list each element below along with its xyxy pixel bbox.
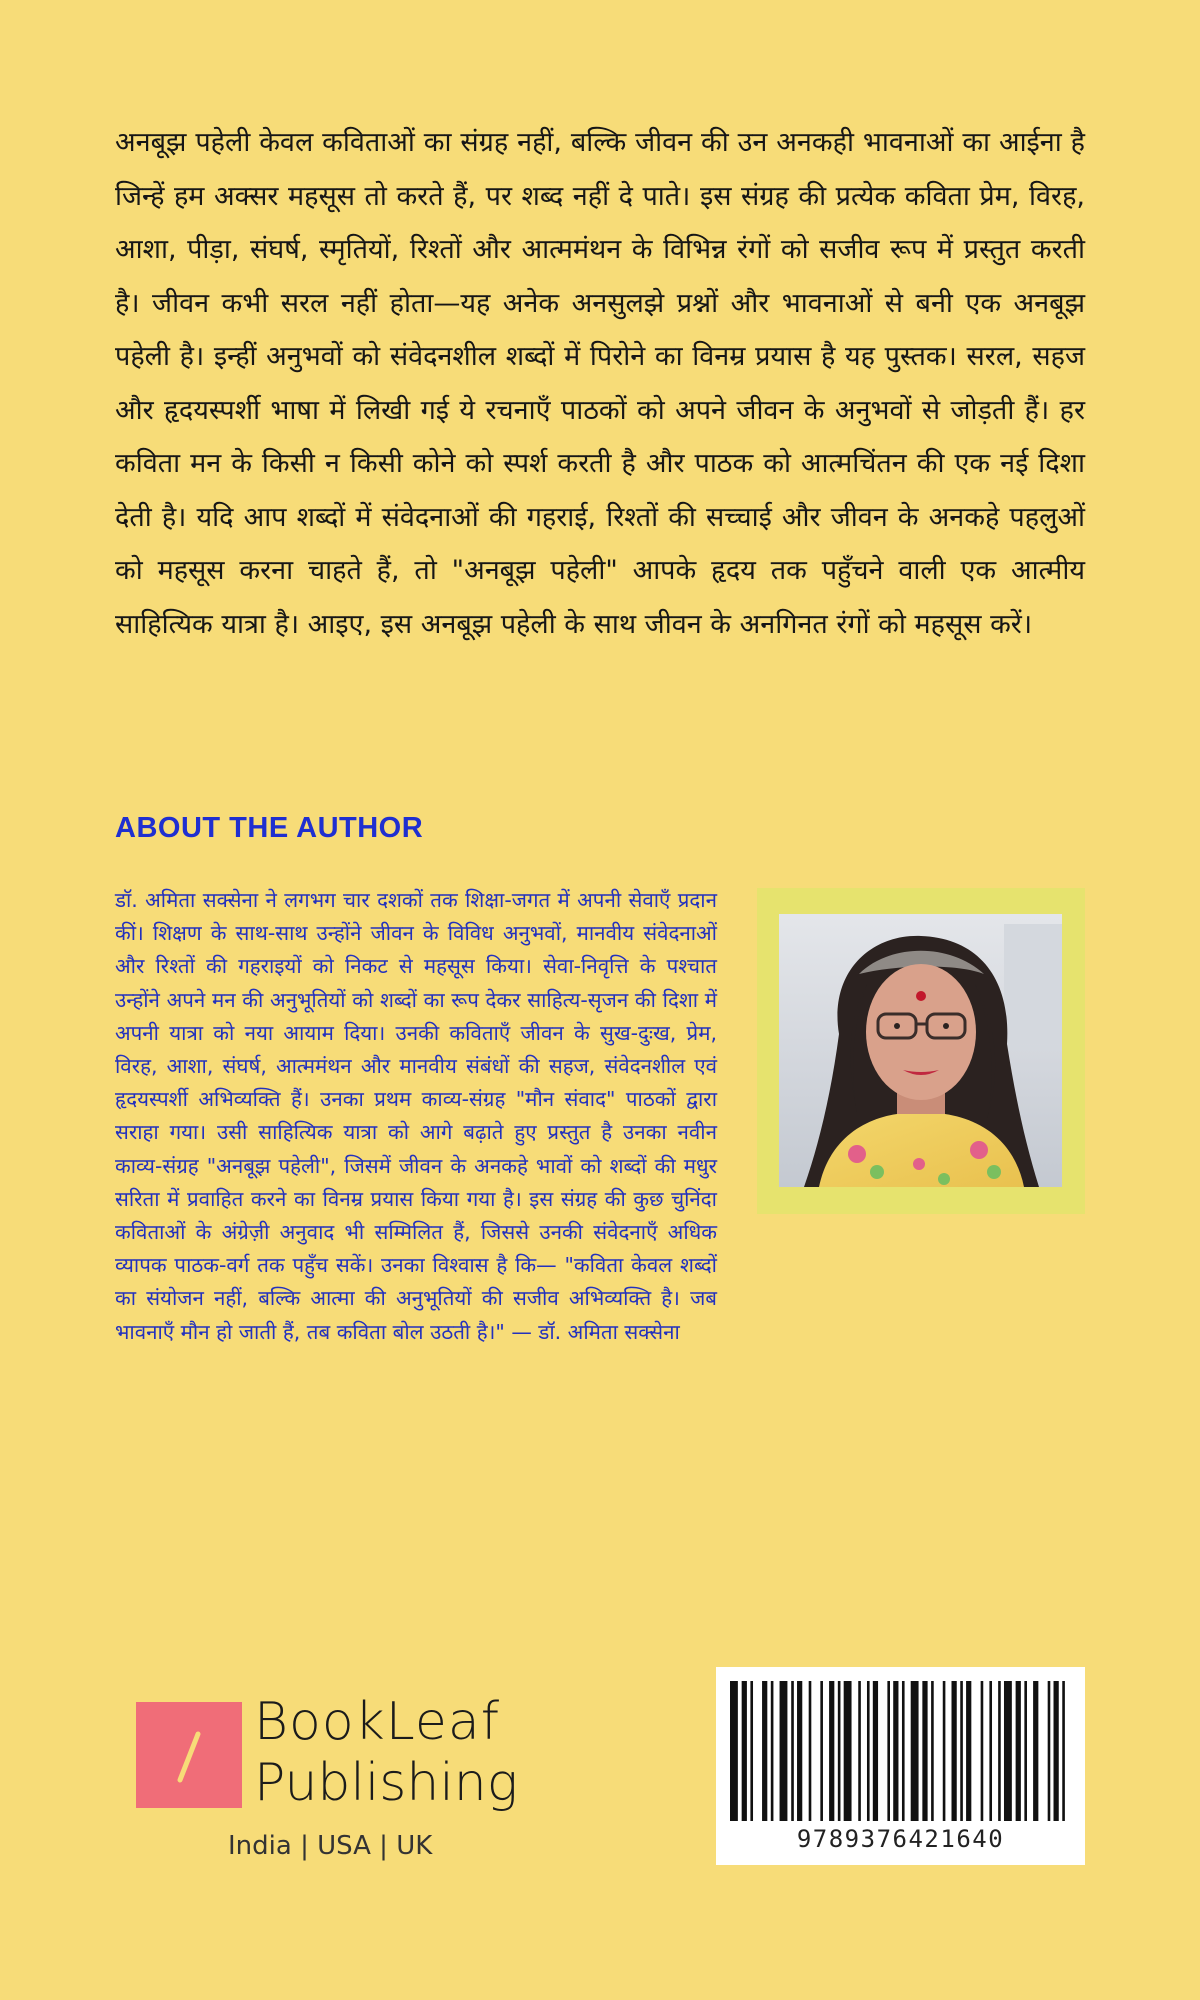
isbn-number: 9789376421640 <box>796 1825 1005 1853</box>
isbn-barcode <box>716 1667 1085 1865</box>
author-portrait-image <box>779 914 1062 1187</box>
slash-logo-icon <box>136 1702 242 1808</box>
publisher-name-line2: Publishing <box>254 1753 518 1813</box>
publisher-name-line1: BookLeaf <box>254 1692 501 1752</box>
author-photo-frame <box>757 888 1085 1214</box>
author-photo <box>779 914 1062 1187</box>
barcode-bars <box>730 1681 1071 1821</box>
publisher-regions: India | USA | UK <box>228 1831 433 1861</box>
book-blurb: अनबूझ पहेली केवल कविताओं का संग्रह नहीं, बल्कि जीवन की उन अनकही भावनाओं का आईना है जिन्हें हम अक्सर महसूस तो करते हैं, पर शब्द नहीं दे पाते। इस संग्रह की प्रत्येक कविता प्रेम, विरह, आशा, पीड़ा, संघर्ष, स्मृतियों, रिश्तों और आत्ममंथन के विभिन्न रंगों को सजीव रूप में प्रस्तुत करती है। जीवन कभी सरल नहीं होता—यह अनेक अनसुलझे प्रश्नों और भावनाओं से बनी एक अनबूझ पहेली है। इन्हीं अनुभवों को संवेदनशील शब्दों में पिरोने का विनम्र प्रयास है यह पुस्तक। सरल, सहज और हृदयस्पर्शी भाषा में लिखी गई ये रचनाएँ पाठकों को अपने जीवन के अनुभवों से जोड़ती हैं। हर कविता मन के किसी न किसी कोने को स्पर्श करती है और पाठक को आत्मचिंतन की एक नई दिशा देती है। यदि आप शब्दों में संवेदनाओं की गहराई, रिश्तों की सच्चाई और जीवन के अनकहे पहलुओं को महसूस करना चाहते हैं, तो "अनबूझ पहेली" आपके हृदय तक पहुँचने वाली एक आत्मीय साहित्यिक यात्रा है। आइए, इस अनबूझ पहेली के साथ जीवन के अनगिनत रंगों को महसूस करें। <box>115 127 1085 640</box>
about-author-heading: ABOUT THE AUTHOR <box>115 812 424 844</box>
bookleaf-logo-mark <box>136 1702 242 1808</box>
author-bio: डॉ. अमिता सक्सेना ने लगभग चार दशकों तक शिक्षा-जगत में अपनी सेवाएँ प्रदान कीं। शिक्षण के साथ-साथ उन्होंने जीवन के विविध अनुभवों, मानवीय संवेदनाओं और रिश्तों की गहराइयों को निकट से महसूस किया। सेवा-निवृत्ति के पश्चात उन्होंने अपने मन की अनुभूतियों को शब्दों का रूप देकर साहित्य-सृजन की दिशा में अपनी यात्रा को नया आयाम दिया। उनकी कविताएँ जीवन के सुख-दुःख, प्रेम, विरह, आशा, संघर्ष, आत्ममंथन और मानवीय संबंधों की सहज, संवेदनशील एवं हृदयस्पर्शी अभिव्यक्ति हैं। उनका प्रथम काव्य-संग्रह "मौन संवाद" पाठकों द्वारा सराहा गया। उसी साहित्यिक यात्रा को आगे बढ़ाते हुए प्रस्तुत है उनका नवीन काव्य-संग्रह "अनबूझ पहेली", जिसमें जीवन के अनकहे भावों को शब्दों की मधुर सरिता में प्रवाहित करने का विनम्र प्रयास किया गया है। इस संग्रह की कुछ चुनिंदा कविताओं के अंग्रेज़ी अनुवाद भी सम्मिलित हैं, जिससे उनकी संवेदनाएँ अधिक व्यापक पाठक-वर्ग तक पहुँच सकें। उनका विश्वास है कि— "कविता केवल शब्दों का संयोजन नहीं, बल्कि आत्मा की अनुभूतियों की सजीव अभिव्यक्ति है। जब भावनाएँ मौन हो जाती हैं, तब कविता बोल उठती है।" — डॉ. अमिता सक्सेना <box>115 888 717 1344</box>
